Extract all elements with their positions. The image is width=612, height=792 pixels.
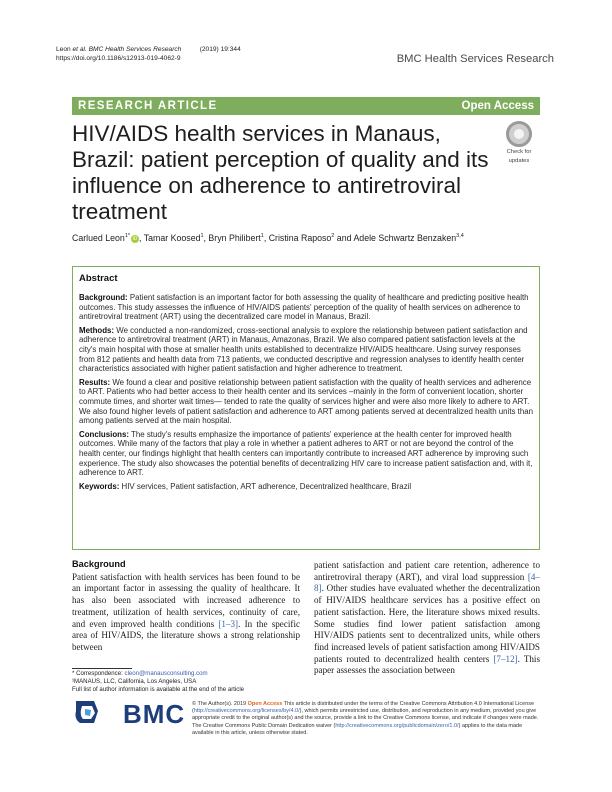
abstract-results-label: Results: bbox=[79, 377, 111, 387]
author-affiliation: 1* bbox=[124, 233, 131, 240]
abstract-methods bbox=[79, 326, 534, 374]
article-type-banner bbox=[72, 97, 540, 115]
abstract-conclusions-text: The study's results emphasize the importance of patients' experience at the health center for improved health outcomes. While many of the factors that play a role in whether a patient adheres to ART or not are beyond the control of the health center, our findings highlight that health centers can importantly contribute to increased ART adherence by improving such experience. The study also showcases the potential benefits of decentralizing HIV care to increase patient satisfaction and, with it, adherence to ART. bbox=[79, 429, 533, 478]
body-right-column bbox=[314, 560, 540, 677]
abstract-box bbox=[72, 266, 540, 550]
citation-authors: Leon bbox=[56, 46, 73, 53]
body-text: patient satisfaction and patient care retention, adherence to antiretroviral therapy (ART), and viral load suppression bbox=[314, 560, 540, 582]
affiliation-line: ¹MANAUS, LLC, California, Los Angeles, USA bbox=[72, 677, 197, 685]
citation-year-volume: (2019) 19:344 bbox=[199, 46, 241, 53]
reference-link[interactable]: [1–3] bbox=[218, 618, 239, 629]
background-paragraph bbox=[72, 572, 300, 654]
author-name: , Cristina Raposo bbox=[263, 233, 332, 243]
body-text: . This paper assesses the association between bbox=[314, 653, 540, 676]
abstract-results-text: We found a clear and positive relationship between patient satisfaction with the quality of health services and adherence to ART. Patients who had better access to their health center and its services –mainly in the form of convenient location, shorter commute times, and shorter wait times— tended to rate the quality of services higher and were also more likely to adhere to ART. We also found higher levels of patient satisfaction and adherence to ART among patients served at decentralized health units than among patients served at the main hospital. bbox=[79, 377, 534, 426]
license-statement bbox=[192, 701, 542, 737]
license-text: This article is distributed under the terms of the Creative Commons Attribution 4.0 International License ( bbox=[192, 701, 535, 715]
cc-zero-license-link[interactable]: http://creativecommons.org/publicdomain/zero/1.0/ bbox=[335, 722, 459, 729]
license-open-access: Open Access bbox=[247, 701, 283, 707]
author-name: Carlued Leon bbox=[72, 233, 125, 243]
abstract-results bbox=[79, 378, 534, 426]
journal-name: BMC Health Services Research bbox=[396, 53, 554, 65]
correspondence-email-link[interactable]: cleon@manausconsulting.com bbox=[124, 670, 208, 677]
bmc-logo-text: BMC bbox=[123, 699, 186, 729]
author-affiliation: 2 bbox=[331, 233, 335, 240]
license-text: ), which permits unrestricted use, distribution, and reproduction in any medium, provided you give appropriate credit to the original author(s) and the source, provide a link to the Creative Commons license, and indicate if changes were made. The Creative Commons Public Domain Dedication waiver ( bbox=[192, 708, 539, 729]
abstract-conclusions bbox=[79, 430, 534, 478]
citation-journal: et al. BMC Health Services Research bbox=[72, 46, 182, 53]
article-title: HIV/AIDS health services in Manaus, Brazil: patient perception of quality and its influence on adherence to antiretroviral treatment bbox=[72, 121, 489, 224]
abstract-conclusions-label: Conclusions: bbox=[79, 429, 129, 439]
body-text: . In the specific area of HIV/AIDS, the literature shows a strong relationship between bbox=[72, 618, 301, 652]
open-access-label: Open Access bbox=[461, 100, 534, 112]
body-left-column bbox=[72, 559, 300, 654]
author-name: , Tamar Koosed bbox=[139, 233, 201, 243]
full-list-note: Full list of author information is available at the end of the article bbox=[72, 685, 245, 693]
abstract-methods-text: We conducted a non-randomized, cross-sectional analysis to explore the relationship between patient satisfaction and adherence to antiretroviral treatment (ART) in Manaus, Amazonas, Brazil. We also compared patient satisfaction levels at the city's main hospital with those at smaller health units established to decentralize HIV/AIDS healthcare. Using survey responses from 812 patients and health data from 713 patients, we conducted descriptive and regression analyses to identify health center characteristics associated with higher patient satisfaction and higher adherence to treatment. bbox=[79, 325, 528, 374]
abstract-keywords bbox=[79, 482, 534, 492]
footnotes bbox=[72, 670, 302, 693]
body-text: . Other studies have evaluated whether the decentralization of HIV/AIDS healthcare services has a positive effect on patient satisfaction. Here, the literature shows mixed results. Some studies find lower patient satisfaction among HIV/AIDS patients sent to decentralized units, while others find increased levels of patient satisfaction among HIV/AIDS patients routed to decentralized health centers bbox=[314, 583, 540, 664]
article-type-label: RESEARCH ARTICLE bbox=[78, 100, 218, 112]
abstract-background-label: Background: bbox=[79, 293, 128, 302]
journal-citation bbox=[56, 45, 241, 63]
abstract-methods-label: Methods: bbox=[79, 325, 115, 335]
author-name: , Bryn Philibert bbox=[203, 233, 261, 243]
abstract-heading: Abstract bbox=[79, 273, 118, 284]
abstract-keywords-text: HIV services, Patient satisfaction, ART adherence, Decentralized healthcare, Brazil bbox=[119, 481, 412, 491]
check-for-updates-button[interactable] bbox=[498, 121, 540, 164]
author-list bbox=[72, 233, 542, 243]
orcid-icon[interactable]: iD bbox=[132, 235, 138, 242]
author-affiliation: 1 bbox=[200, 233, 204, 240]
reference-link[interactable]: [4–8] bbox=[314, 571, 540, 594]
correspondence-line bbox=[72, 670, 302, 678]
cc-by-license-link[interactable]: http://creativecommons.org/licenses/by/4.0/ bbox=[193, 708, 300, 715]
author-name: and Adele Schwartz Benzaken bbox=[334, 233, 457, 243]
abstract-background-text: Patient satisfaction is an important factor for both assessing the quality of healthcare and predicting positive health outcomes. This study assesses the influence of HIV/AIDS patients' perception of the quality of health services on adherence to antiretroviral treatment (ART) using the decentralized care model in Manaus, Brazil. bbox=[79, 293, 529, 322]
abstract-keywords-label: Keywords: bbox=[79, 481, 120, 491]
doi-link[interactable]: https://doi.org/10.1186/s12913-019-4062-9 bbox=[56, 55, 181, 62]
license-text: ) applies to the data made available in this article, unless otherwise stated. bbox=[192, 722, 523, 736]
abstract-background bbox=[79, 293, 534, 322]
background-heading: Background bbox=[72, 559, 126, 569]
license-text: © The Author(s). 2019 bbox=[192, 701, 248, 707]
reference-link[interactable]: [7–12] bbox=[493, 653, 518, 664]
footnote-divider bbox=[72, 668, 132, 669]
body-text: Patient satisfaction with health services has been found to be an important factor in assessing the quality of healthcare. It has also been associated with increased adherence to treatment, utilization of health services, continuity of care, and even improved health conditions bbox=[72, 571, 300, 629]
check-updates-line1: Check for bbox=[506, 149, 532, 155]
check-updates-line2: updates bbox=[508, 157, 530, 164]
author-affiliation: 3,4 bbox=[456, 233, 464, 240]
author-affiliation: 1 bbox=[260, 233, 264, 240]
background-paragraph-continued bbox=[314, 560, 540, 677]
correspondence-label: * Correspondence: bbox=[72, 670, 125, 677]
check-updates-icon bbox=[506, 121, 532, 147]
abstract-body bbox=[79, 293, 534, 495]
